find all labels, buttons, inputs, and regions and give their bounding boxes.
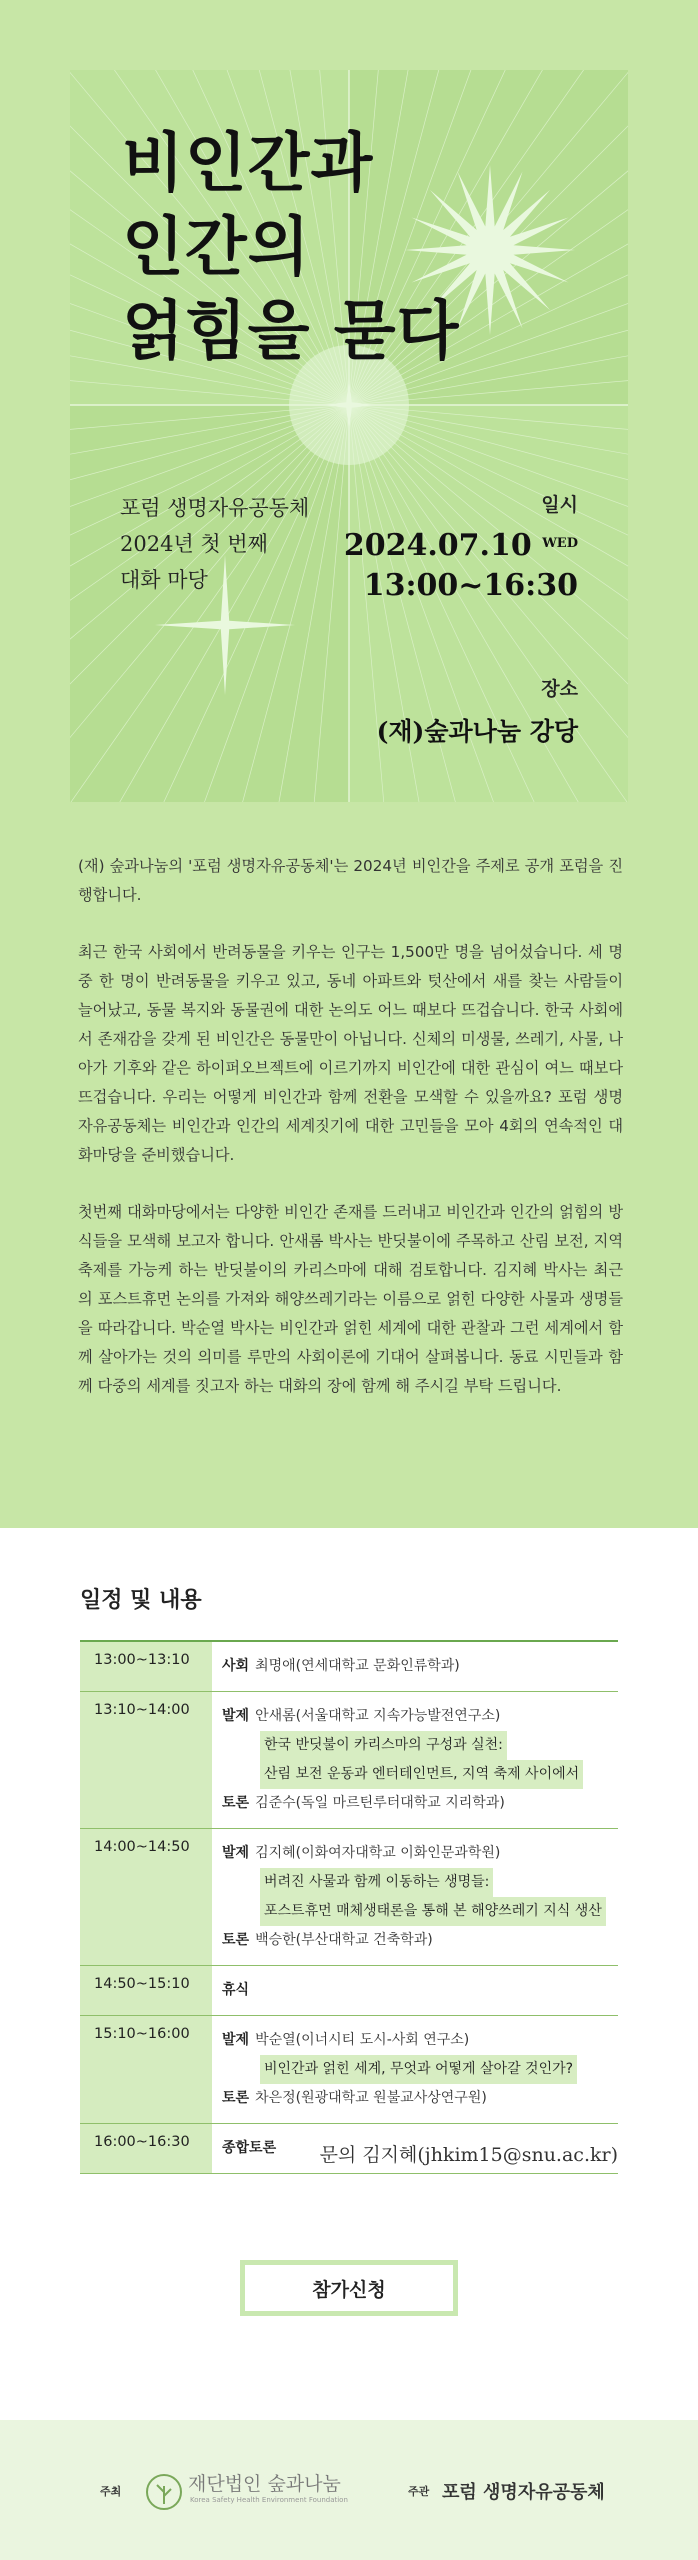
schedule-section: [0, 1528, 698, 2420]
schedule-time: 13:10~14:00: [80, 1692, 212, 1829]
schedule-line: [222, 2084, 618, 2113]
forum-info: 포럼 생명자유공동체 2024년 첫 번째 대화 마당: [120, 496, 310, 592]
event-time: 13:00~16:30: [363, 568, 578, 603]
contact-info: 문의 김지혜(jhkim15@snu.ac.kr): [319, 2144, 618, 2166]
talk-title: 한국 반딧불이 카리스마의 구성과 실천:: [260, 1731, 507, 1760]
host-name: 재단법인 숲과나눔: [188, 2473, 341, 2495]
schedule-time: 14:50~15:10: [80, 1966, 212, 2016]
speaker-name: 안새롬(서울대학교 지속가능발전연구소): [255, 1708, 501, 1724]
speaker-name: 박순열(이너시티 도시-사회 연구소): [255, 2032, 470, 2048]
host-subtitle: Korea Safety Health Environment Foundation: [190, 2496, 348, 2504]
schedule-row: [80, 1692, 618, 1829]
schedule-line: [222, 1839, 618, 1868]
schedule-line: [222, 1652, 618, 1681]
intro-paragraph: 첫번째 대화마당에서는 다양한 비인간 존재를 드러내고 비인간과 인간의 얽힘의 방식들을 모색해 보고자 합니다. 안새롬 박사는 반딧불이에 주목하고 산림 보전, 지역 축제를 가능케 하는 반딧불이의 카리스마에 대해 검토합니다. 김지혜 박사는 최근의 포스트휴먼 논의를 가져와 해양쓰레기라는 이름으로 얽힌 다양한 사물과 생명들을 따라갑니다. 박순열 박사는 비인간과 얽힌 세계에 대한 관찰과 그런 세계에서 함께 살아가는 것의 의미를 루만의 사회이론에 기대어 살펴봅니다. 동료 시민들과 함께 다중의 세계를 짓고자 하는 대화의 장에 함께 해 주시길 부탁 드립니다.: [78, 1203, 623, 1395]
schedule-line: [222, 1760, 618, 1789]
speaker-name: 백승한(부산대학교 건축학과): [255, 1932, 433, 1948]
intro-text: [78, 852, 623, 1429]
organizer-name: 포럼 생명자유공동체: [442, 2482, 605, 2503]
talk-title: 포스트휴먼 매체생태론을 통해 본 해양쓰레기 지식 생산: [260, 1897, 606, 1926]
intro-paragraph: 최근 한국 사회에서 반려동물을 키우는 인구는 1,500만 명을 넘어섰습니다. 세 명 중 한 명이 반려동물을 키우고 있고, 동네 아파트와 텃산에서 새를 찾는 사람들이 늘어났고, 동물 복지와 동물권에 대한 논의도 어느 때보다 뜨겁습니다. 한국 사회에서 존재감을 갖게 된 비인간은 동물만이 아닙니다. 신체의 미생물, 쓰레기, 사물, 나아가 기후와 같은 하이퍼오브젝트에 이르기까지 비인간에 대한 관심이 여느 때보다 뜨겁습니다. 우리는 어떻게 비인간과 함께 전환을 모색할 수 있을까요? 포럼 생명자유공동체는 비인간과 인간의 세계짓기에 대한 고민들을 모아 4회의 연속적인 대화마당을 준비했습니다.: [78, 943, 623, 1164]
event-title: 비인간과 인간의 얽힘을 묻다: [122, 127, 460, 369]
role-label: 토론: [222, 1932, 250, 1948]
role-label: 휴식: [222, 1982, 250, 1998]
schedule-line: [222, 1731, 618, 1760]
speaker-name: 최명애(연세대학교 문화인류학과): [255, 1658, 460, 1674]
date-label: 일시: [541, 494, 578, 516]
schedule-line: [222, 1702, 618, 1731]
weekday: WED: [542, 536, 578, 551]
schedule-content: [212, 1829, 618, 1966]
schedule-time: 14:00~14:50: [80, 1829, 212, 1966]
schedule-line: [222, 1976, 618, 2005]
talk-title: 산림 보전 운동과 엔터테인먼트, 지역 축제 사이에서: [260, 1760, 583, 1789]
schedule-heading: 일정 및 내용: [80, 1587, 202, 1613]
role-label: 토론: [222, 2090, 250, 2106]
hero-poster: [70, 70, 628, 802]
venue-label: 장소: [541, 678, 578, 700]
apply-button[interactable]: 참가신청: [240, 2260, 458, 2316]
schedule-line: [222, 1897, 618, 1926]
schedule-row: [80, 1966, 618, 2016]
schedule-line: [222, 1926, 618, 1955]
schedule-content: [212, 2016, 618, 2124]
role-label: 종합토론: [222, 2140, 277, 2156]
foundation-logo-icon: [144, 2472, 184, 2512]
role-label: 발제: [222, 1708, 250, 1724]
event-date: [344, 528, 578, 563]
role-label: 토론: [222, 1795, 250, 1811]
schedule-content: [212, 1692, 618, 1829]
speaker-name: 김준수(독일 마르틴루터대학교 지리학과): [255, 1795, 505, 1811]
speaker-name: 차은정(원광대학교 원불교사상연구원): [255, 2090, 487, 2106]
role-label: 사회: [222, 1658, 250, 1674]
footer: [0, 2420, 698, 2560]
talk-title: 비인간과 얽힌 세계, 무엇과 어떻게 살아갈 것인가?: [260, 2055, 577, 2084]
schedule-line: [222, 2026, 618, 2055]
schedule-time: 16:00~16:30: [80, 2124, 212, 2174]
schedule-table: [80, 1640, 618, 2174]
intro-paragraph: (재) 숲과나눔의 '포럼 생명자유공동체'는 2024년 비인간을 주제로 공개 포럼을 진행합니다.: [78, 857, 623, 904]
schedule-row: [80, 1641, 618, 1692]
sunburst-ray: [193, 405, 349, 802]
host-label: 주최: [100, 2485, 122, 2498]
talk-title: 버려진 사물과 함께 이동하는 생명들:: [260, 1868, 493, 1897]
schedule-content: [212, 1641, 618, 1692]
organizer-label: 주관: [408, 2485, 430, 2498]
schedule-row: [80, 2016, 618, 2124]
schedule-time: 15:10~16:00: [80, 2016, 212, 2124]
schedule-line: [222, 1789, 618, 1818]
schedule-content: [212, 1966, 618, 2016]
speaker-name: 김지혜(이화여자대학교 이화인문과학원): [255, 1845, 501, 1861]
schedule-line: [222, 2055, 618, 2084]
date-value: 2024.07.10: [343, 528, 532, 563]
role-label: 발제: [222, 1845, 250, 1861]
role-label: 발제: [222, 2032, 250, 2048]
schedule-time: 13:00~13:10: [80, 1641, 212, 1692]
schedule-line: [222, 1868, 618, 1897]
sunburst-ray: [70, 405, 349, 802]
event-venue: (재)숲과나눔 강당: [376, 717, 578, 746]
schedule-row: [80, 1829, 618, 1966]
sunburst-ray: [271, 405, 349, 802]
